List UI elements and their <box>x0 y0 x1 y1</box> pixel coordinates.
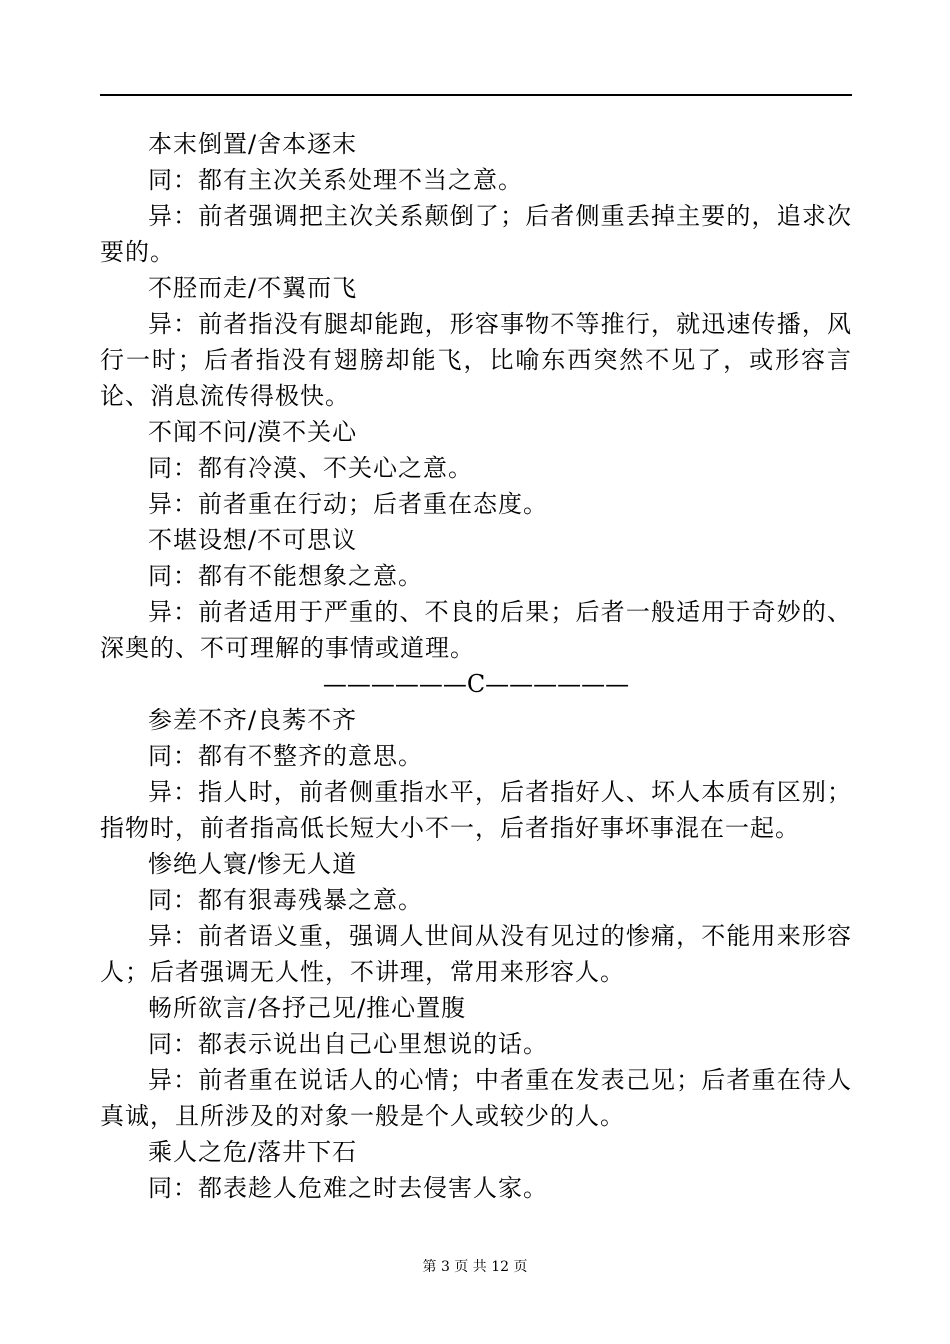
diff-text: 指人时，前者侧重指水平，后者指好人、坏人本质有区别；指物时，前者指高低长短大小不一，后者指好事坏事混在一起。 <box>100 778 852 842</box>
page-footer: 第 3 页 共 12 页 <box>422 1259 528 1275</box>
section-divider-c: ——————C—————— <box>322 670 630 698</box>
same-label: 同： <box>148 1030 198 1058</box>
same-text: 都有不整齐的意思。 <box>198 742 423 770</box>
same-text: 都有不能想象之意。 <box>198 562 423 590</box>
entry-title: 畅所欲言/各抒己见/推心置腹 <box>148 994 467 1022</box>
entry-title: 本末倒置/舍本逐末 <box>148 130 358 158</box>
entry-title: 乘人之危/落井下石 <box>148 1138 358 1166</box>
entry-diff <box>100 486 852 522</box>
diff-label: 异： <box>148 490 198 518</box>
entry-same <box>100 1170 852 1206</box>
same-text: 都有主次关系处理不当之意。 <box>198 166 523 194</box>
same-text: 都有狠毒残暴之意。 <box>198 886 423 914</box>
entry-title: 惨绝人寰/惨无人道 <box>148 850 358 878</box>
entry-same <box>100 162 852 198</box>
entry-same <box>100 450 852 486</box>
diff-label: 异： <box>148 598 199 626</box>
diff-label: 异： <box>148 310 199 338</box>
same-label: 同： <box>148 454 198 482</box>
entry-title: 不堪设想/不可思议 <box>148 526 358 554</box>
same-label: 同： <box>148 1174 198 1202</box>
diff-text: 前者语义重，强调人世间从没有见过的惨痛，不能用来形容人；后者强调无人性，不讲理，常用来形容人。 <box>100 922 852 986</box>
diff-text: 前者强调把主次关系颠倒了；后者侧重丢掉主要的，追求次要的。 <box>100 202 852 266</box>
diff-label: 异： <box>148 1066 199 1094</box>
same-label: 同： <box>148 562 198 590</box>
entry-diff <box>100 306 852 414</box>
same-label: 同： <box>148 742 198 770</box>
diff-label: 异： <box>148 202 199 230</box>
document-body <box>100 126 852 1206</box>
entry-same <box>100 1026 852 1062</box>
entry-diff <box>100 918 852 990</box>
entry-same <box>100 558 852 594</box>
entry-title: 不胫而走/不翼而飞 <box>148 274 358 302</box>
entry-diff <box>100 1062 852 1134</box>
diff-text: 前者重在说话人的心情；中者重在发表己见；后者重在待人真诚，且所涉及的对象一般是个人或较少的人。 <box>100 1066 852 1130</box>
same-label: 同： <box>148 886 198 914</box>
entry-same <box>100 882 852 918</box>
header-rule <box>100 94 852 96</box>
entry-diff <box>100 774 852 846</box>
diff-text: 前者重在行动；后者重在态度。 <box>198 490 548 518</box>
diff-label: 异： <box>148 778 199 806</box>
diff-text: 前者指没有腿却能跑，形容事物不等推行，就迅速传播，风行一时；后者指没有翅膀却能飞，比喻东西突然不见了，或形容言论、消息流传得极快。 <box>100 310 852 410</box>
diff-label: 异： <box>148 922 199 950</box>
entry-same <box>100 738 852 774</box>
entry-title: 不闻不问/漠不关心 <box>148 418 358 446</box>
entry-diff <box>100 594 852 666</box>
same-text: 都有冷漠、不关心之意。 <box>198 454 473 482</box>
entry-diff <box>100 198 852 270</box>
same-text: 都表趁人危难之时去侵害人家。 <box>198 1174 548 1202</box>
same-text: 都表示说出自己心里想说的话。 <box>198 1030 548 1058</box>
diff-text: 前者适用于严重的、不良的后果；后者一般适用于奇妙的、深奥的、不可理解的事情或道理。 <box>100 598 852 662</box>
entry-title: 参差不齐/良莠不齐 <box>148 706 358 734</box>
same-label: 同： <box>148 166 198 194</box>
